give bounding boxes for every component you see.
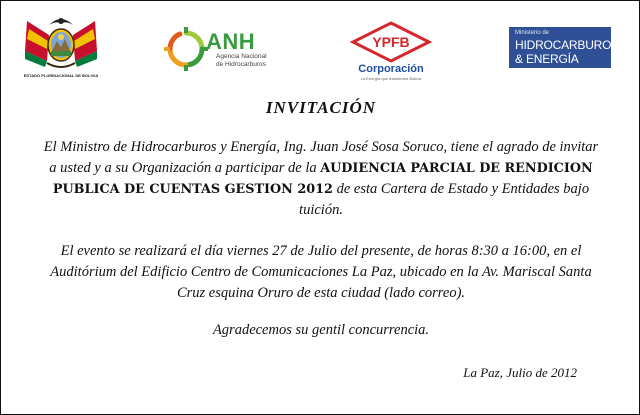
thanks-line: Agradecemos su gentil concurrencia. — [212, 322, 430, 338]
invitation-paragraph-2: El evento se realizará el día viernes 27 de Julio del presente, de horas 8:30 a 16:00, en el Auditórium del Edificio Centro de Comunicaciones La Paz, ubicado en la Av. Mariscal Santa Cruz esquina Oruro de esta ciudad (lado correo). — [50, 243, 592, 301]
ypfb-logo — [349, 21, 433, 83]
anh-logo — [164, 23, 284, 73]
anh-subtitle-line1: Agencia Nacional — [216, 53, 267, 60]
anh-subtitle-line2: de Hidrocarburos — [216, 61, 266, 68]
ministerio-line3: & ENERGÍA — [515, 52, 579, 66]
anh-gear-icon — [164, 27, 208, 71]
ypfb-corporacion: Corporación — [358, 63, 424, 75]
bolivia-coat-of-arms-logo — [19, 11, 103, 81]
event-name: AUDIENCIA PARCIAL DE RENDICION PUBLICA DE CUENTAS GESTION 2012 — [52, 161, 593, 197]
logos-row — [1, 1, 640, 91]
ypfb-emblem-icon — [349, 21, 433, 63]
bolivia-caption: ESTADO PLURINACIONAL DE BOLIVIA — [23, 73, 99, 78]
paragraph-1-intro: El Ministro de Hidrocarburos y Energía, Ing. Juan José Sosa Soruco, tiene el agrado de invitar a usted y a su Organización a participar de la — [43, 139, 599, 176]
anh-wordmark: ANH — [206, 29, 256, 54]
place-and-date: La Paz, Julio de 2012 — [463, 365, 577, 380]
ministerio-hidrocarburos-logo — [509, 27, 620, 68]
invitation-title: INVITACIÓN — [265, 98, 377, 117]
ministerio-line2: HIDROCARBUROS — [515, 38, 620, 52]
paragraph-1-closing: de esta Cartera de Estado y Entidades bajo tuición. — [299, 181, 590, 218]
ypfb-slogan: La Energía que transforma Bolivia — [360, 76, 422, 81]
invitation-paragraph-1 — [41, 137, 601, 221]
coat-of-arms-icon — [19, 11, 103, 73]
ypfb-letters: YPFB — [372, 34, 410, 50]
ministerio-line1: Ministerio de — [515, 30, 550, 36]
